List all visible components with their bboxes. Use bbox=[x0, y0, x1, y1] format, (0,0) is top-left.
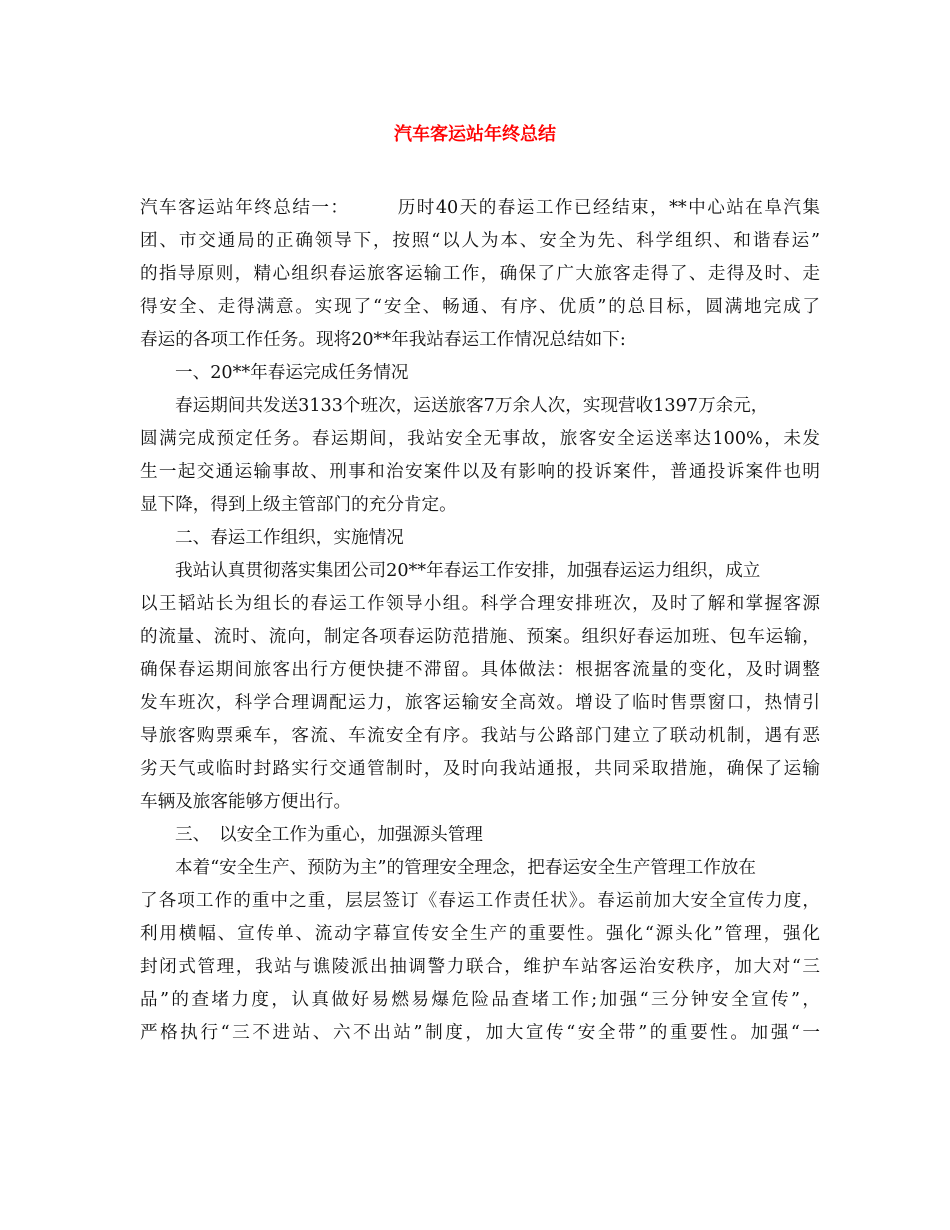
section-heading: 二、春运工作组织，实施情况 bbox=[175, 528, 404, 548]
text-line: 品”的查堵力度，认真做好易燃易爆危险品查堵工作;加强“三分钟安全宣传”， bbox=[140, 990, 820, 1010]
text-line: 团、市交通局的正确领导下，按照“以人为本、安全为先、科学组织、和谐春运” bbox=[140, 231, 820, 251]
text-line: 汽车客运站年终总结一： 历时40天的春运工作已经结束，**中心站在阜汽集 bbox=[140, 198, 820, 218]
text-line: 生一起交通运输事故、刑事和治安案件以及有影响的投诉案件，普通投诉案件也明 bbox=[140, 462, 820, 482]
text-line: 的流量、流时、流向，制定各项春运防范措施、预案。组织好春运加班、包车运输， bbox=[140, 627, 820, 647]
text-line: 春运的各项工作任务。现将20**年我站春运工作情况总结如下: bbox=[140, 330, 626, 350]
text-line: 的指导原则，精心组织春运旅客运输工作，确保了广大旅客走得了、走得及时、走 bbox=[140, 264, 820, 284]
text-line: 劣天气或临时封路实行交通管制时，及时向我站通报，共同采取措施，确保了运输 bbox=[140, 759, 820, 779]
text-line: 导旅客购票乘车，客流、车流安全有序。我站与公路部门建立了联动机制，遇有恶 bbox=[140, 726, 820, 746]
section-heading: 一、20**年春运完成任务情况 bbox=[175, 363, 409, 383]
text-line: 得安全、走得满意。实现了“安全、畅通、有序、优质”的总目标，圆满地完成了 bbox=[140, 297, 820, 317]
text-line: 封闭式管理，我站与谯陵派出抽调警力联合，维护车站客运治安秩序，加大对“三 bbox=[140, 957, 820, 977]
text-line: 以王韬站长为组长的春运工作领导小组。科学合理安排班次，及时了解和掌握客源 bbox=[140, 594, 820, 614]
text-line: 利用横幅、宣传单、流动字幕宣传安全生产的重要性。强化“源头化”管理，强化 bbox=[140, 924, 820, 944]
text-line: 发车班次，科学合理调配运力，旅客运输安全高效。增设了临时售票窗口，热情引 bbox=[140, 693, 820, 713]
text-line: 确保春运期间旅客出行方便快捷不滞留。具体做法：根据客流量的变化，及时调整 bbox=[140, 660, 820, 680]
document-title: 汽车客运站年终总结 bbox=[394, 124, 556, 145]
text-line: 了各项工作的重中之重，层层签订《春运工作责任状》。春运前加大安全宣传力度， bbox=[140, 891, 820, 911]
section-heading: 三、 以安全工作为重心，加强源头管理 bbox=[175, 825, 483, 845]
text-line: 我站认真贯彻落实集团公司20**年春运工作安排，加强春运运力组织，成立 bbox=[175, 561, 761, 581]
text-line: 严格执行“三不进站、六不出站”制度，加大宣传“安全带”的重要性。加强“一 bbox=[140, 1023, 820, 1043]
text-line: 本着“安全生产、预防为主”的管理安全理念，把春运安全生产管理工作放在 bbox=[175, 858, 756, 878]
text-line: 圆满完成预定任务。春运期间，我站安全无事故，旅客安全运送率达100%，未发 bbox=[140, 429, 820, 449]
text-line: 春运期间共发送3133个班次，运送旅客7万余人次，实现营收1397万余元， bbox=[175, 396, 769, 416]
document-body bbox=[140, 192, 820, 1050]
text-line: 车辆及旅客能够方便出行。 bbox=[140, 792, 352, 812]
text-line: 显下降，得到上级主管部门的充分肯定。 bbox=[140, 495, 457, 515]
